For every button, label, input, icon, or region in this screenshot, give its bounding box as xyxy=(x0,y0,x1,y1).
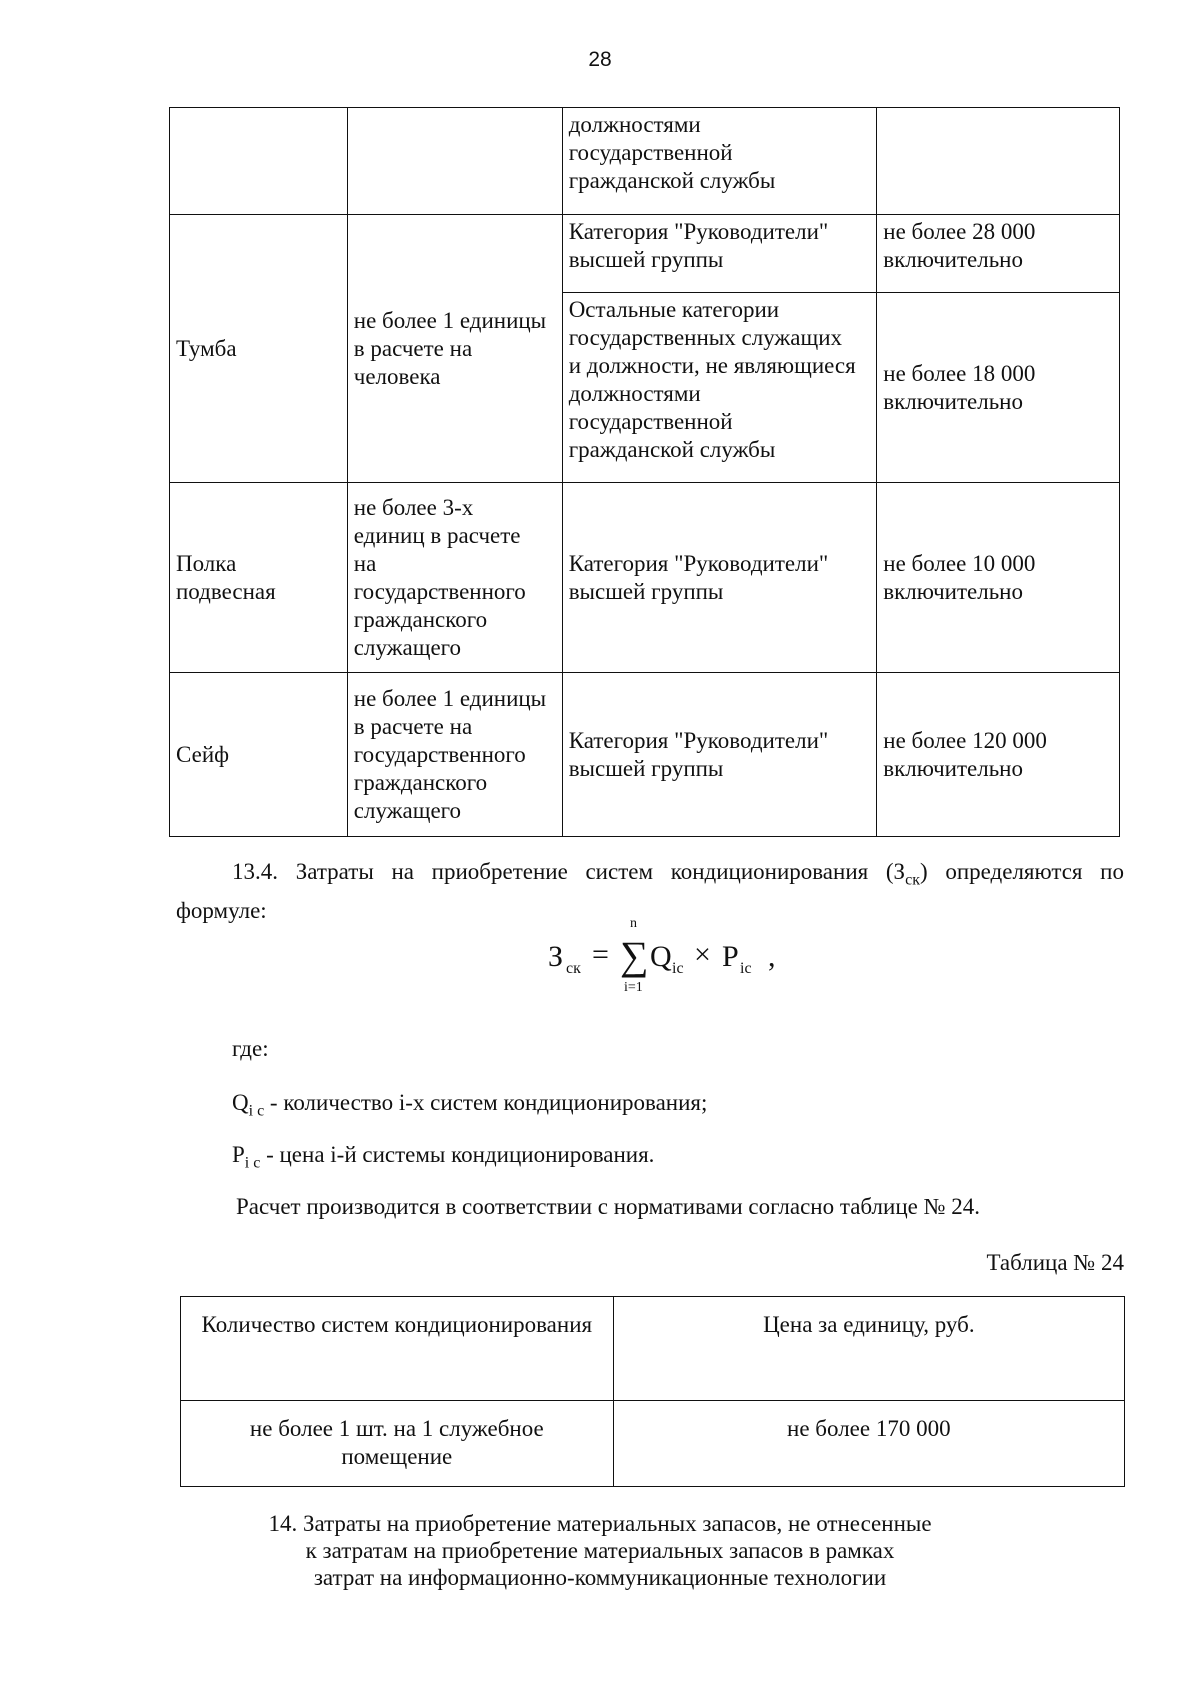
cell-qty: не более 3-х единиц в расчете на государственного гражданского служащего xyxy=(347,483,562,673)
cell-name xyxy=(170,108,348,215)
cell-quantity: не более 1 шт. на 1 служебное помещение xyxy=(181,1401,614,1487)
cell-price xyxy=(877,108,1120,215)
def-symbol: P xyxy=(232,1142,245,1167)
page-number: 28 xyxy=(588,48,612,71)
cell-price: не более 10 000 включительно xyxy=(877,483,1120,673)
def-text: - количество i-х систем кондиционирования; xyxy=(264,1090,708,1115)
cell-category: Категория "Руководители" высшей группы xyxy=(562,673,877,837)
cell-price: не более 170 000 xyxy=(613,1401,1124,1487)
cell-name: Тумба xyxy=(170,215,348,483)
formula xyxy=(540,916,800,996)
table-row xyxy=(170,483,1120,673)
calc-note: Расчет производится в соответствии с нормативами согласно таблице № 24. xyxy=(236,1194,981,1219)
table-header-row xyxy=(181,1297,1125,1401)
table-row xyxy=(170,108,1120,215)
table-row xyxy=(170,673,1120,837)
cell-category: должностями государственной гражданской службы xyxy=(562,108,877,215)
definition-q xyxy=(232,1088,707,1127)
header-price: Цена за единицу, руб. xyxy=(613,1297,1124,1401)
sigma-icon: ∑ xyxy=(620,933,649,978)
cell-category: Категория "Руководители" высшей группы xyxy=(562,483,877,673)
cell-price: не более 28 000 включительно xyxy=(877,215,1120,293)
header-quantity: Количество систем кондиционирования xyxy=(181,1297,614,1401)
formula-q-sub: ic xyxy=(672,960,684,977)
cell-price: не более 120 000 включительно xyxy=(877,673,1120,837)
cell-category: Категория "Руководители" высшей группы xyxy=(562,215,877,293)
def-subscript: i c xyxy=(248,1102,265,1120)
section-14-heading: 14. Затраты на приобретение материальных запасов, не отнесенные к затратам на приобретение материальных запасов в рамках затрат на информационно-коммуникационные технологии xyxy=(268,1511,932,1590)
paragraph-text: 13.4. Затраты на приобретение систем кондиционирования (З xyxy=(232,859,906,884)
subscript: ск xyxy=(905,871,920,889)
where-label: где: xyxy=(232,1036,269,1061)
cell-name: Полка подвесная xyxy=(170,483,348,673)
formula-eq: = xyxy=(592,938,609,971)
formula-upper: n xyxy=(630,916,637,931)
formula-lhs-sub: ск xyxy=(566,960,581,977)
cell-price: не более 18 000 включительно xyxy=(877,293,1120,483)
cell-category: Остальные категории государственных служащих и должности, не являющиеся должностями государственной гражданской службы xyxy=(562,293,877,483)
paragraph-text: ) определяются по формуле: xyxy=(176,859,1124,923)
cell-name: Сейф xyxy=(170,673,348,837)
table-row xyxy=(181,1401,1125,1487)
formula-p-sub: ic xyxy=(740,960,752,977)
table-row xyxy=(170,215,1120,293)
cell-qty xyxy=(347,108,562,215)
cell-qty: не более 1 единицы в расчете на человека xyxy=(347,215,562,483)
air-conditioning-table xyxy=(180,1296,1125,1487)
formula-q: Q xyxy=(650,940,672,973)
formula-p: P xyxy=(722,940,739,973)
formula-times: × xyxy=(694,938,711,971)
def-text: - цена i-й системы кондиционирования. xyxy=(260,1142,655,1167)
formula-tail: , xyxy=(768,940,776,973)
definition-p xyxy=(232,1140,654,1179)
furniture-norms-table xyxy=(169,107,1120,837)
formula-lower: i=1 xyxy=(624,980,643,995)
table-caption: Таблица № 24 xyxy=(986,1250,1124,1275)
formula-lhs: З xyxy=(548,940,564,973)
def-subscript: i c xyxy=(244,1154,261,1172)
cell-qty: не более 1 единицы в расчете на государственного гражданского служащего xyxy=(347,673,562,837)
def-symbol: Q xyxy=(232,1090,249,1115)
